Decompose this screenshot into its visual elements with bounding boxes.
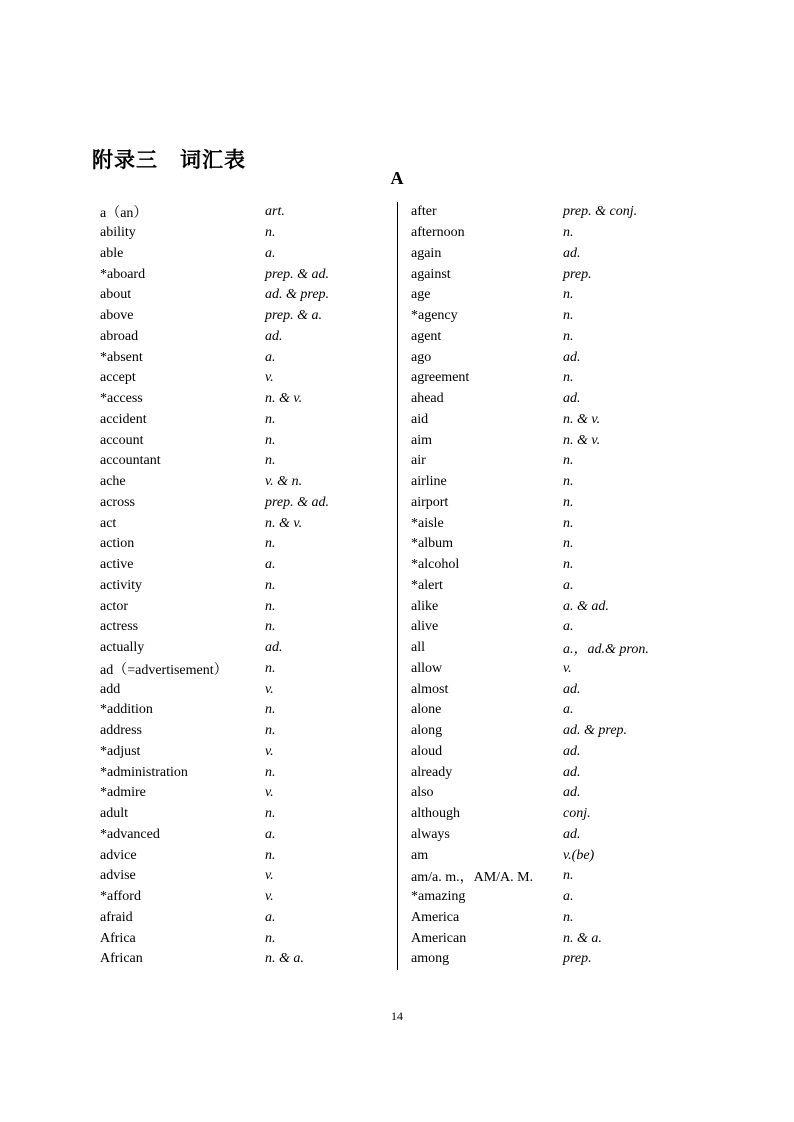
vocab-entry xyxy=(100,762,397,783)
vocab-entry xyxy=(411,202,700,223)
entry-word: *access xyxy=(100,391,143,407)
entry-word: add xyxy=(100,681,121,697)
entry-word: aid xyxy=(411,411,429,427)
entry-pos: n. xyxy=(563,494,574,510)
entry-word: again xyxy=(411,245,442,261)
vocab-entry xyxy=(100,534,397,555)
vocab-entry xyxy=(411,742,700,763)
vocab-entry xyxy=(100,700,397,721)
entry-pos: conj. xyxy=(563,806,591,822)
entry-pos: ad. xyxy=(563,391,581,407)
vocab-entry xyxy=(100,576,397,597)
entry-pos: n. xyxy=(265,536,276,552)
entry-word: *absent xyxy=(100,349,143,365)
vocab-entry xyxy=(100,306,397,327)
entry-word: actress xyxy=(100,619,139,635)
entry-word: abroad xyxy=(100,328,139,344)
entry-word: afraid xyxy=(100,909,133,925)
entry-pos: ad. xyxy=(563,245,581,261)
entry-word: always xyxy=(411,826,450,842)
vocab-entry xyxy=(100,285,397,306)
entry-pos: n. xyxy=(265,806,276,822)
entry-pos: a.，ad.& pron. xyxy=(563,642,649,658)
entry-word: across xyxy=(100,494,135,510)
vocab-entry xyxy=(100,949,397,970)
entry-word: advise xyxy=(100,868,136,884)
entry-word: action xyxy=(100,536,135,552)
vocab-entry xyxy=(100,430,397,451)
entry-pos: n. xyxy=(563,868,574,884)
entry-word: Africa xyxy=(100,930,136,946)
entry-pos: n. xyxy=(563,370,574,386)
entry-pos: a. xyxy=(265,349,276,365)
entry-pos: n. xyxy=(265,577,276,593)
entry-pos: n. xyxy=(265,411,276,427)
entry-pos: n. xyxy=(265,619,276,635)
entry-word: agreement xyxy=(411,370,470,386)
entry-pos: ad. xyxy=(563,764,581,780)
entry-pos: n. xyxy=(563,328,574,344)
vocab-entry xyxy=(411,576,700,597)
entry-pos: a. xyxy=(563,889,574,905)
entry-word: account xyxy=(100,432,144,448)
entry-word: airline xyxy=(411,474,447,490)
entry-word: *album xyxy=(411,536,453,552)
entry-word: accident xyxy=(100,411,147,427)
entry-word: able xyxy=(100,245,124,261)
entry-pos: a. xyxy=(265,245,276,261)
vocab-entry xyxy=(100,679,397,700)
vocab-entry xyxy=(100,804,397,825)
entry-pos: a. xyxy=(563,702,574,718)
vocab-entry xyxy=(100,659,397,680)
entry-word: along xyxy=(411,723,443,739)
entry-word: America xyxy=(411,909,460,925)
entry-word: *addition xyxy=(100,702,153,718)
vocab-entry xyxy=(411,762,700,783)
entry-word: *agency xyxy=(411,308,458,324)
vocab-entry xyxy=(411,804,700,825)
entry-pos: n. xyxy=(563,453,574,469)
vocab-entry xyxy=(100,638,397,659)
entry-word: ache xyxy=(100,474,126,490)
entry-pos: n. xyxy=(563,909,574,925)
entry-word: *alcohol xyxy=(411,557,460,573)
vocab-entry xyxy=(411,264,700,285)
vocab-entry xyxy=(100,928,397,949)
entry-pos: ad. xyxy=(563,743,581,759)
vocab-column-left xyxy=(100,202,397,970)
vocab-entry xyxy=(100,721,397,742)
entry-word: afternoon xyxy=(411,225,465,241)
entry-pos: n. xyxy=(563,557,574,573)
vocab-entry xyxy=(100,327,397,348)
entry-word: ad（=advertisement） xyxy=(100,662,228,678)
entry-pos: n. xyxy=(265,702,276,718)
entry-pos: n. xyxy=(563,515,574,531)
entry-pos: v. xyxy=(265,743,274,759)
vocab-column-right xyxy=(397,202,700,970)
entry-word: ability xyxy=(100,225,136,241)
entry-word: African xyxy=(100,951,143,967)
entry-pos: ad. xyxy=(265,640,283,656)
vocab-entry xyxy=(411,721,700,742)
entry-pos: a. xyxy=(265,557,276,573)
vocab-entry xyxy=(411,327,700,348)
vocab-entry xyxy=(411,410,700,431)
entry-word: allow xyxy=(411,660,443,676)
entry-pos: n. xyxy=(563,225,574,241)
vocab-entry xyxy=(100,783,397,804)
entry-pos: ad. xyxy=(563,349,581,365)
entry-word: airport xyxy=(411,494,449,510)
entry-pos: ad. & prep. xyxy=(265,287,330,303)
entry-word: American xyxy=(411,930,467,946)
vocab-entry xyxy=(411,659,700,680)
entry-word: age xyxy=(411,287,431,303)
entry-pos: v. xyxy=(265,681,274,697)
vocab-entry xyxy=(100,264,397,285)
vocab-entry xyxy=(411,825,700,846)
entry-word: agent xyxy=(411,328,442,344)
entry-pos: v. xyxy=(265,785,274,801)
vocab-table xyxy=(100,202,700,970)
entry-pos: ad. xyxy=(265,328,283,344)
entry-word: actor xyxy=(100,598,128,614)
vocab-entry xyxy=(411,306,700,327)
entry-word: about xyxy=(100,287,132,303)
entry-word: ahead xyxy=(411,391,444,407)
vocab-entry xyxy=(100,244,397,265)
entry-pos: a. xyxy=(563,577,574,593)
vocab-entry xyxy=(411,223,700,244)
entry-pos: a. xyxy=(563,619,574,635)
entry-word: ago xyxy=(411,349,432,365)
entry-pos: n. xyxy=(265,723,276,739)
vocab-entry xyxy=(100,513,397,534)
entry-word: accept xyxy=(100,370,136,386)
entry-word: among xyxy=(411,951,450,967)
vocab-entry xyxy=(100,202,397,223)
vocab-entry xyxy=(100,493,397,514)
entry-word: *adjust xyxy=(100,743,141,759)
entry-pos: n. xyxy=(563,474,574,490)
vocab-entry xyxy=(411,845,700,866)
entry-pos: v. xyxy=(265,889,274,905)
entry-word: active xyxy=(100,557,134,573)
entry-pos: n. xyxy=(265,847,276,863)
entry-pos: ad. xyxy=(563,681,581,697)
vocab-entry xyxy=(100,347,397,368)
vocab-entry xyxy=(411,285,700,306)
entry-pos: n. xyxy=(563,308,574,324)
vocab-entry xyxy=(100,742,397,763)
vocab-entry xyxy=(100,825,397,846)
entry-word: activity xyxy=(100,577,142,593)
entry-word: above xyxy=(100,308,134,324)
entry-pos: v. xyxy=(563,660,572,676)
entry-pos: n. & v. xyxy=(563,432,601,448)
vocab-entry xyxy=(411,783,700,804)
vocab-entry xyxy=(411,430,700,451)
entry-pos: n. xyxy=(265,453,276,469)
entry-word: *afford xyxy=(100,889,141,905)
entry-word: *alert xyxy=(411,577,443,593)
vocab-entry xyxy=(411,347,700,368)
entry-word: *administration xyxy=(100,764,188,780)
vocab-entry xyxy=(411,368,700,389)
page-number: 14 xyxy=(391,1009,403,1023)
vocab-entry xyxy=(100,887,397,908)
entry-word: although xyxy=(411,806,460,822)
vocab-entry xyxy=(100,368,397,389)
entry-word: alone xyxy=(411,702,442,718)
entry-word: a（an） xyxy=(100,206,148,222)
entry-pos: prep. & ad. xyxy=(265,266,330,282)
entry-pos: v. & n. xyxy=(265,474,303,490)
entry-word: *advanced xyxy=(100,826,160,842)
entry-pos: a. xyxy=(265,909,276,925)
entry-pos: n. xyxy=(265,764,276,780)
vocab-entry xyxy=(411,700,700,721)
entry-word: am/a. m.，AM/A. M. xyxy=(411,870,534,886)
entry-pos: n. xyxy=(563,536,574,552)
entry-pos: prep. xyxy=(563,951,592,967)
entry-word: already xyxy=(411,764,453,780)
entry-pos: prep. & ad. xyxy=(265,494,330,510)
entry-word: against xyxy=(411,266,451,282)
entry-pos: prep. & conj. xyxy=(563,204,638,220)
vocab-entry xyxy=(411,244,700,265)
vocab-entry xyxy=(100,410,397,431)
entry-word: also xyxy=(411,785,434,801)
entry-word: alive xyxy=(411,619,439,635)
entry-word: air xyxy=(411,453,426,469)
entry-word: adult xyxy=(100,806,128,822)
entry-word: almost xyxy=(411,681,449,697)
entry-pos: n. xyxy=(265,598,276,614)
entry-pos: a. xyxy=(265,826,276,842)
vocab-entry xyxy=(411,908,700,929)
entry-pos: prep. xyxy=(563,266,592,282)
vocab-entry xyxy=(411,866,700,887)
entry-pos: n. xyxy=(265,660,276,676)
entry-pos: art. xyxy=(265,204,285,220)
vocab-entry xyxy=(100,617,397,638)
vocab-entry xyxy=(411,949,700,970)
vocab-entry xyxy=(100,389,397,410)
entry-word: act xyxy=(100,515,117,531)
entry-word: am xyxy=(411,847,429,863)
entry-pos: n. & a. xyxy=(265,951,304,967)
entry-pos: ad. xyxy=(563,826,581,842)
vocab-entry xyxy=(100,845,397,866)
entry-word: aim xyxy=(411,432,432,448)
vocab-entry xyxy=(411,638,700,659)
entry-word: advice xyxy=(100,847,137,863)
vocab-entry xyxy=(411,472,700,493)
entry-pos: v.(be) xyxy=(563,847,595,863)
vocab-entry xyxy=(100,223,397,244)
vocab-entry xyxy=(411,928,700,949)
entry-pos: ad. & prep. xyxy=(563,723,628,739)
section-letter-heading: A xyxy=(390,168,404,188)
vocab-entry xyxy=(411,679,700,700)
entry-pos: n. xyxy=(265,432,276,448)
entry-pos: n. xyxy=(563,287,574,303)
vocab-entry xyxy=(411,596,700,617)
vocab-entry xyxy=(411,617,700,638)
page-title: 附录三 词汇表 xyxy=(92,148,246,173)
entry-pos: n. & v. xyxy=(563,411,601,427)
vocab-entry xyxy=(411,513,700,534)
entry-word: actually xyxy=(100,640,145,656)
entry-word: all xyxy=(411,640,425,656)
vocab-entry xyxy=(100,451,397,472)
entry-pos: prep. & a. xyxy=(265,308,323,324)
entry-pos: n. xyxy=(265,930,276,946)
vocab-entry xyxy=(100,866,397,887)
entry-word: *amazing xyxy=(411,889,466,905)
entry-pos: ad. xyxy=(563,785,581,801)
entry-pos: n. & v. xyxy=(265,391,303,407)
vocab-entry xyxy=(411,451,700,472)
entry-pos: v. xyxy=(265,370,274,386)
vocab-entry xyxy=(411,534,700,555)
entry-word: address xyxy=(100,723,142,739)
entry-pos: v. xyxy=(265,868,274,884)
entry-word: *admire xyxy=(100,785,146,801)
vocab-entry xyxy=(100,596,397,617)
vocab-entry xyxy=(411,389,700,410)
entry-word: *aboard xyxy=(100,266,146,282)
entry-word: after xyxy=(411,204,437,220)
vocab-entry xyxy=(411,493,700,514)
vocab-entry xyxy=(100,555,397,576)
entry-pos: n. xyxy=(265,225,276,241)
entry-pos: n. & v. xyxy=(265,515,303,531)
entry-word: *aisle xyxy=(411,515,444,531)
entry-word: accountant xyxy=(100,453,161,469)
vocab-entry xyxy=(411,887,700,908)
vocab-entry xyxy=(411,555,700,576)
entry-pos: n. & a. xyxy=(563,930,602,946)
entry-word: alike xyxy=(411,598,439,614)
entry-word: aloud xyxy=(411,743,443,759)
vocab-entry xyxy=(100,472,397,493)
vocab-entry xyxy=(100,908,397,929)
entry-pos: a. & ad. xyxy=(563,598,609,614)
